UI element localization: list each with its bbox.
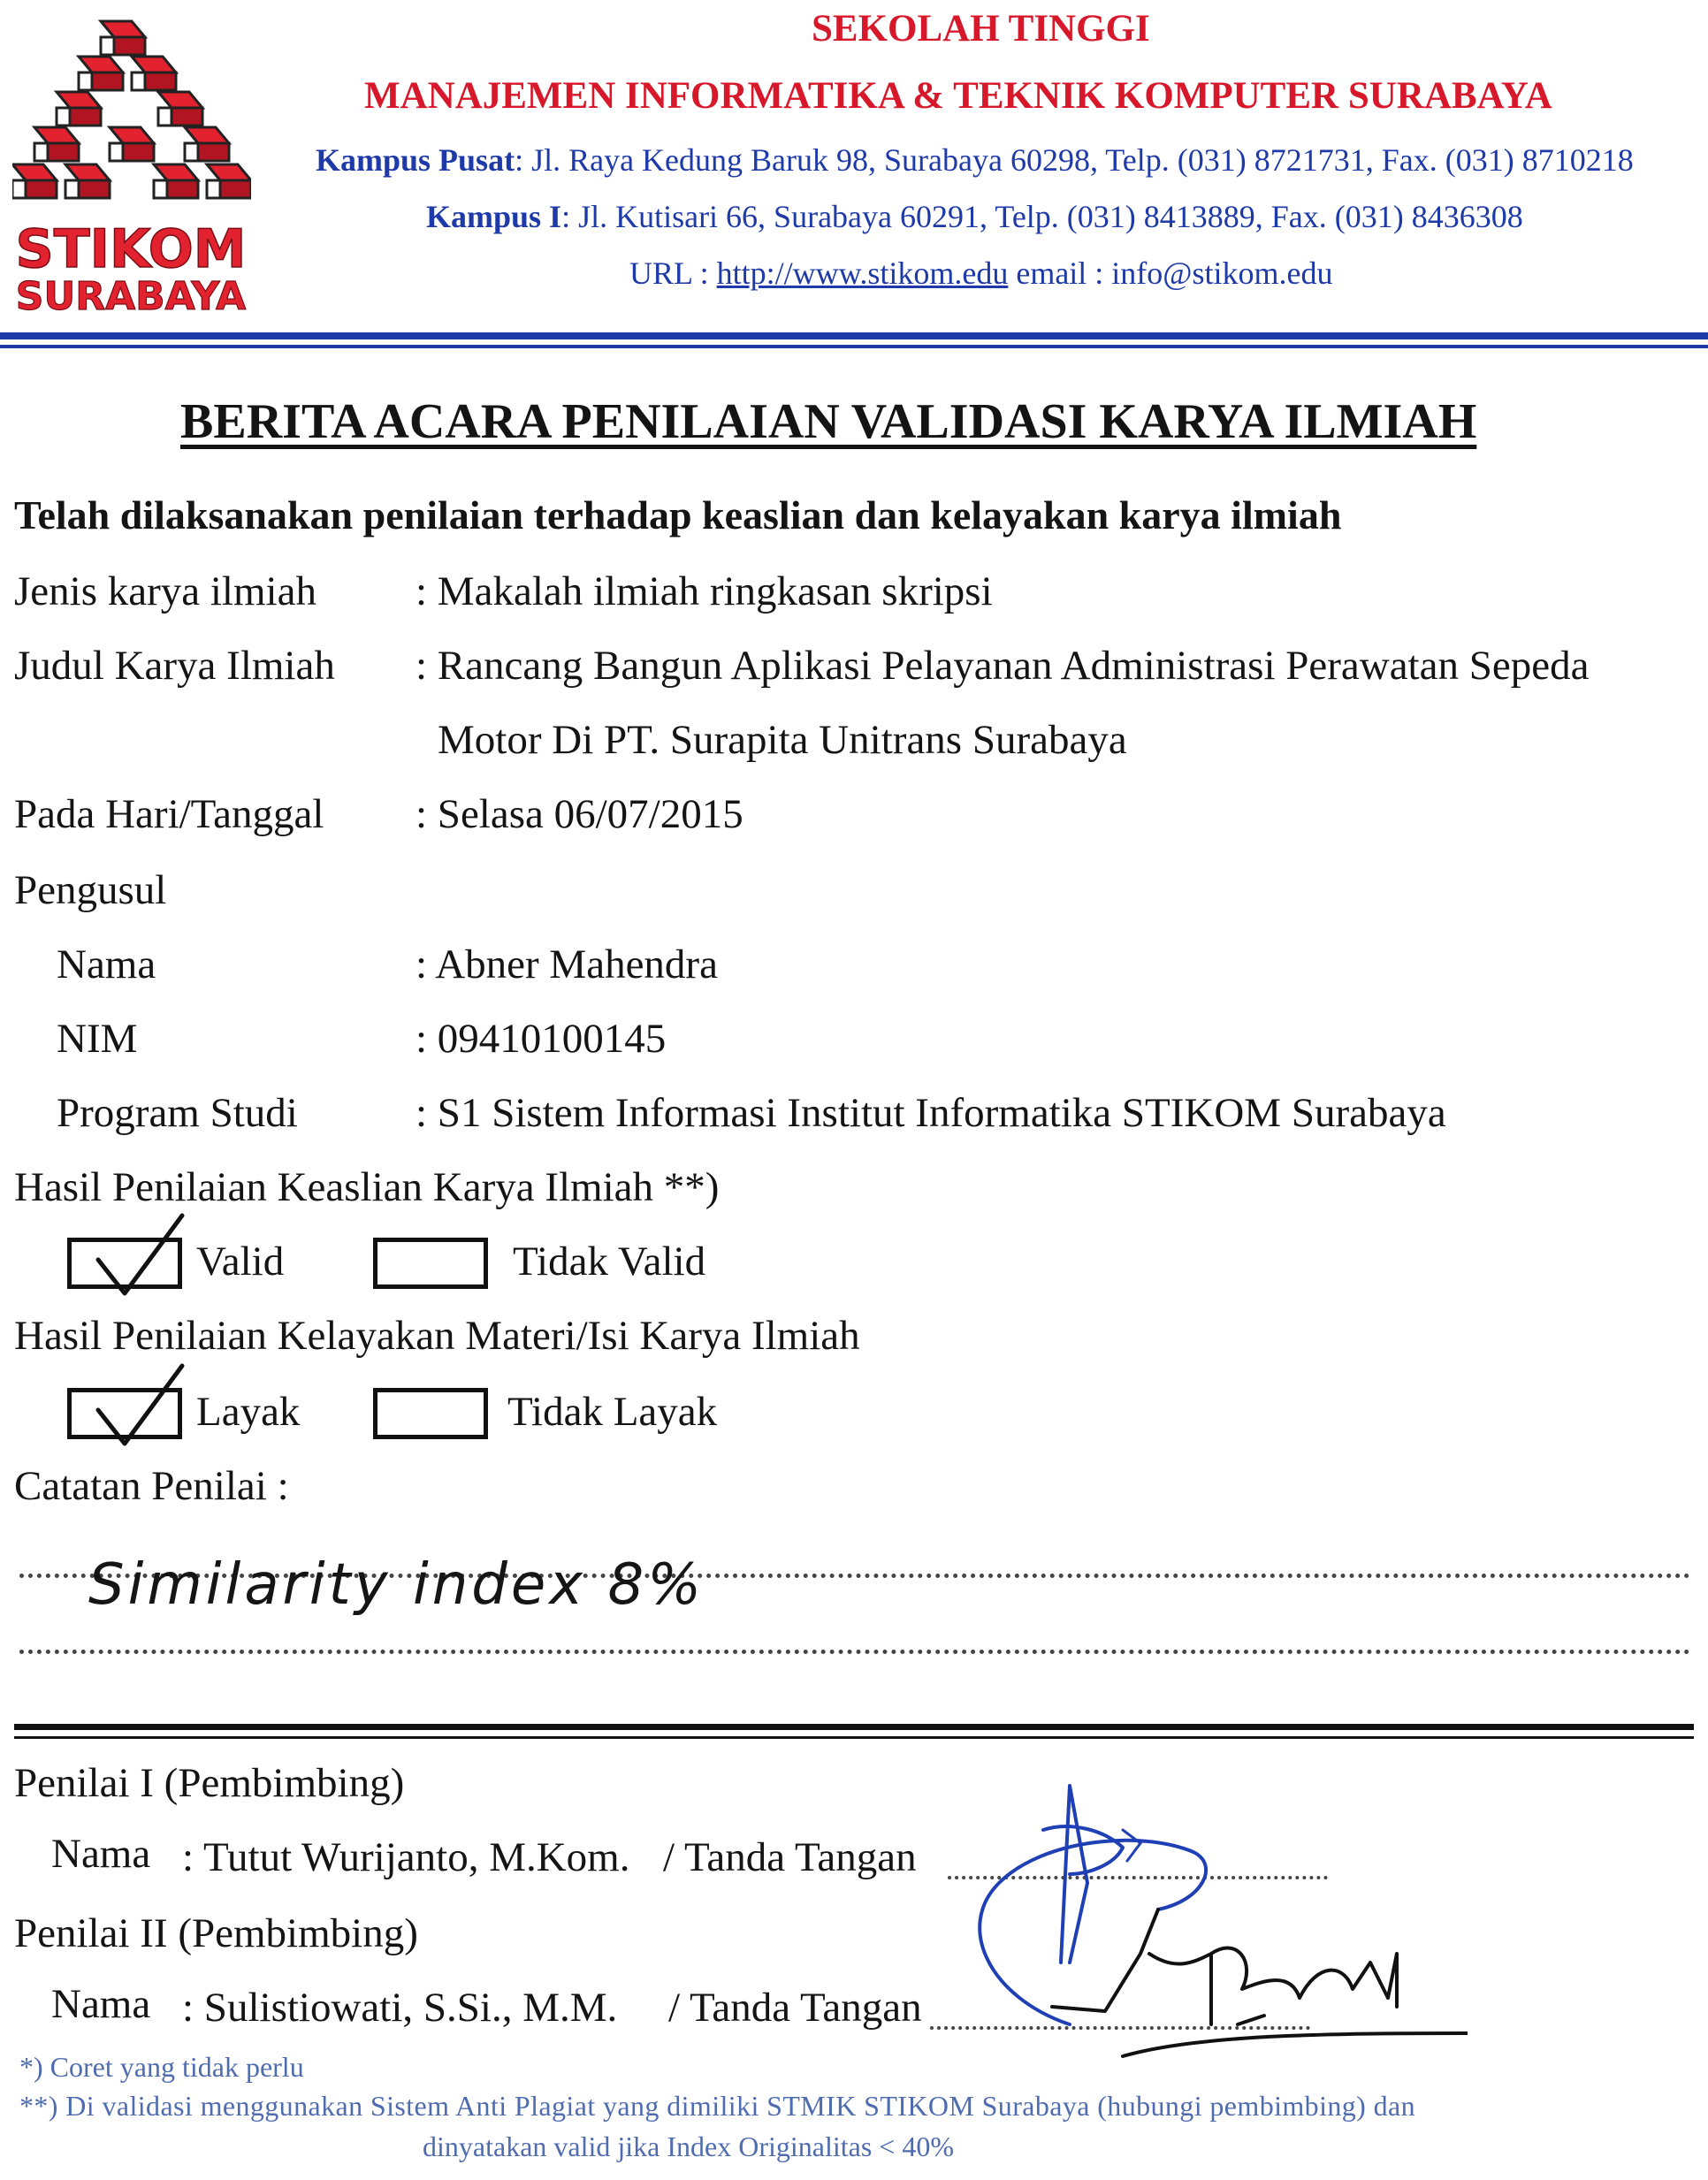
checkmark-icon	[63, 1207, 213, 1304]
nama-value: : Abner Mahendra	[416, 941, 718, 987]
dotted-line-2	[19, 1650, 1690, 1654]
signature-penilai-2	[972, 1901, 1468, 2060]
tidak-layak-checkbox[interactable]	[373, 1388, 488, 1439]
penilai-1-nama-value: : Tutut Wurijanto, M.Kom.	[182, 1834, 630, 1880]
document-title: BERITA ACARA PENILAIAN VALIDASI KARYA ILMIAH	[180, 394, 1477, 449]
judul-label: Judul Karya Ilmiah	[14, 643, 335, 689]
campus-main-line	[316, 141, 1634, 179]
footnote-2-line-2: dinyatakan valid jika Index Originalitas < 40%	[423, 2130, 954, 2162]
tidak-layak-option-label: Tidak Layak	[507, 1389, 718, 1435]
campus-one-label: Kampus I	[426, 199, 562, 234]
valid-option-label: Valid	[196, 1239, 285, 1284]
url-label: URL :	[629, 255, 717, 291]
campus-main-address: : Jl. Raya Kedung Baruk 98, Surabaya 60298, Telp. (031) 8721731, Fax. (031) 8710218	[515, 142, 1634, 178]
intro-statement: Telah dilaksanakan penilaian terhadap keaslian dan kelayakan karya ilmiah	[14, 492, 1342, 537]
jenis-label: Jenis karya ilmiah	[14, 568, 316, 614]
penilai-2-heading: Penilai II (Pembimbing)	[14, 1910, 418, 1956]
institution-line-1: SEKOLAH TINGGI	[812, 8, 1150, 50]
judul-value-line-2: Motor Di PT. Surapita Unitrans Surabaya	[438, 717, 1127, 763]
penilai-1-nama-label: Nama	[51, 1831, 151, 1877]
tidak-valid-checkbox[interactable]	[373, 1238, 488, 1289]
tidak-valid-option-label: Tidak Valid	[513, 1239, 706, 1284]
stikom-logo	[12, 12, 251, 313]
website-link[interactable]: http://www.stikom.edu	[716, 255, 1009, 291]
handwritten-note: Similarity index 8%	[88, 1552, 705, 1618]
catatan-label: Catatan Penilai :	[14, 1463, 289, 1509]
tanggal-label: Pada Hari/Tanggal	[14, 791, 324, 837]
header-rule-thin	[0, 345, 1708, 348]
separator-thick	[14, 1724, 1694, 1730]
nim-value: : 09410100145	[416, 1016, 667, 1062]
url-line	[629, 255, 1332, 292]
logo-wordmark-top: STIKOM	[15, 218, 247, 280]
pengusul-label: Pengusul	[14, 867, 167, 913]
penilai-1-heading: Penilai I (Pembimbing)	[14, 1760, 405, 1806]
email-text: email : info@stikom.edu	[1008, 255, 1333, 291]
valid-checkbox[interactable]	[67, 1238, 182, 1289]
header-rule-thick	[0, 332, 1708, 339]
campus-one-address: : Jl. Kutisari 66, Surabaya 60291, Telp. (031) 8413889, Fax. (031) 8436308	[561, 199, 1523, 234]
prodi-value: : S1 Sistem Informasi Institut Informatika STIKOM Surabaya	[416, 1090, 1446, 1136]
layak-checkbox[interactable]	[67, 1388, 182, 1439]
prodi-label: Program Studi	[57, 1090, 298, 1136]
footnote-2-line-1: **) Di validasi menggunakan Sistem Anti Plagiat yang dimiliki STMIK STIKOM Surabaya (hubungi pembimbing) dan	[19, 2090, 1416, 2122]
nama-label: Nama	[57, 941, 156, 987]
institution-line-2: MANAJEMEN INFORMATIKA & TEKNIK KOMPUTER SURABAYA	[364, 75, 1552, 117]
jenis-value: : Makalah ilmiah ringkasan skripsi	[416, 568, 993, 614]
nim-label: NIM	[57, 1016, 138, 1062]
checkmark-icon	[63, 1357, 213, 1454]
penilai-2-ttd-label: / Tanda Tangan	[668, 1985, 922, 2031]
keaslian-heading: Hasil Penilaian Keaslian Karya Ilmiah **)	[14, 1164, 720, 1210]
campus-main-label: Kampus Pusat	[316, 142, 515, 178]
penilai-2-nama-value: : Sulistiowati, S.Si., M.M.	[182, 1985, 618, 2031]
kelayakan-heading: Hasil Penilaian Kelayakan Materi/Isi Karya Ilmiah	[14, 1313, 860, 1359]
penilai-1-ttd-label: / Tanda Tangan	[663, 1834, 917, 1880]
penilai-2-nama-label: Nama	[51, 1981, 151, 2027]
campus-one-line	[426, 198, 1523, 235]
footnote-1: *) Coret yang tidak perlu	[19, 2051, 304, 2083]
layak-option-label: Layak	[196, 1389, 301, 1435]
separator-thin	[14, 1736, 1694, 1739]
tanggal-value: : Selasa 06/07/2015	[416, 791, 743, 837]
judul-value-line-1: : Rancang Bangun Aplikasi Pelayanan Administrasi Perawatan Sepeda	[416, 643, 1590, 689]
logo-wordmark-bottom: SURABAYA	[15, 274, 247, 313]
